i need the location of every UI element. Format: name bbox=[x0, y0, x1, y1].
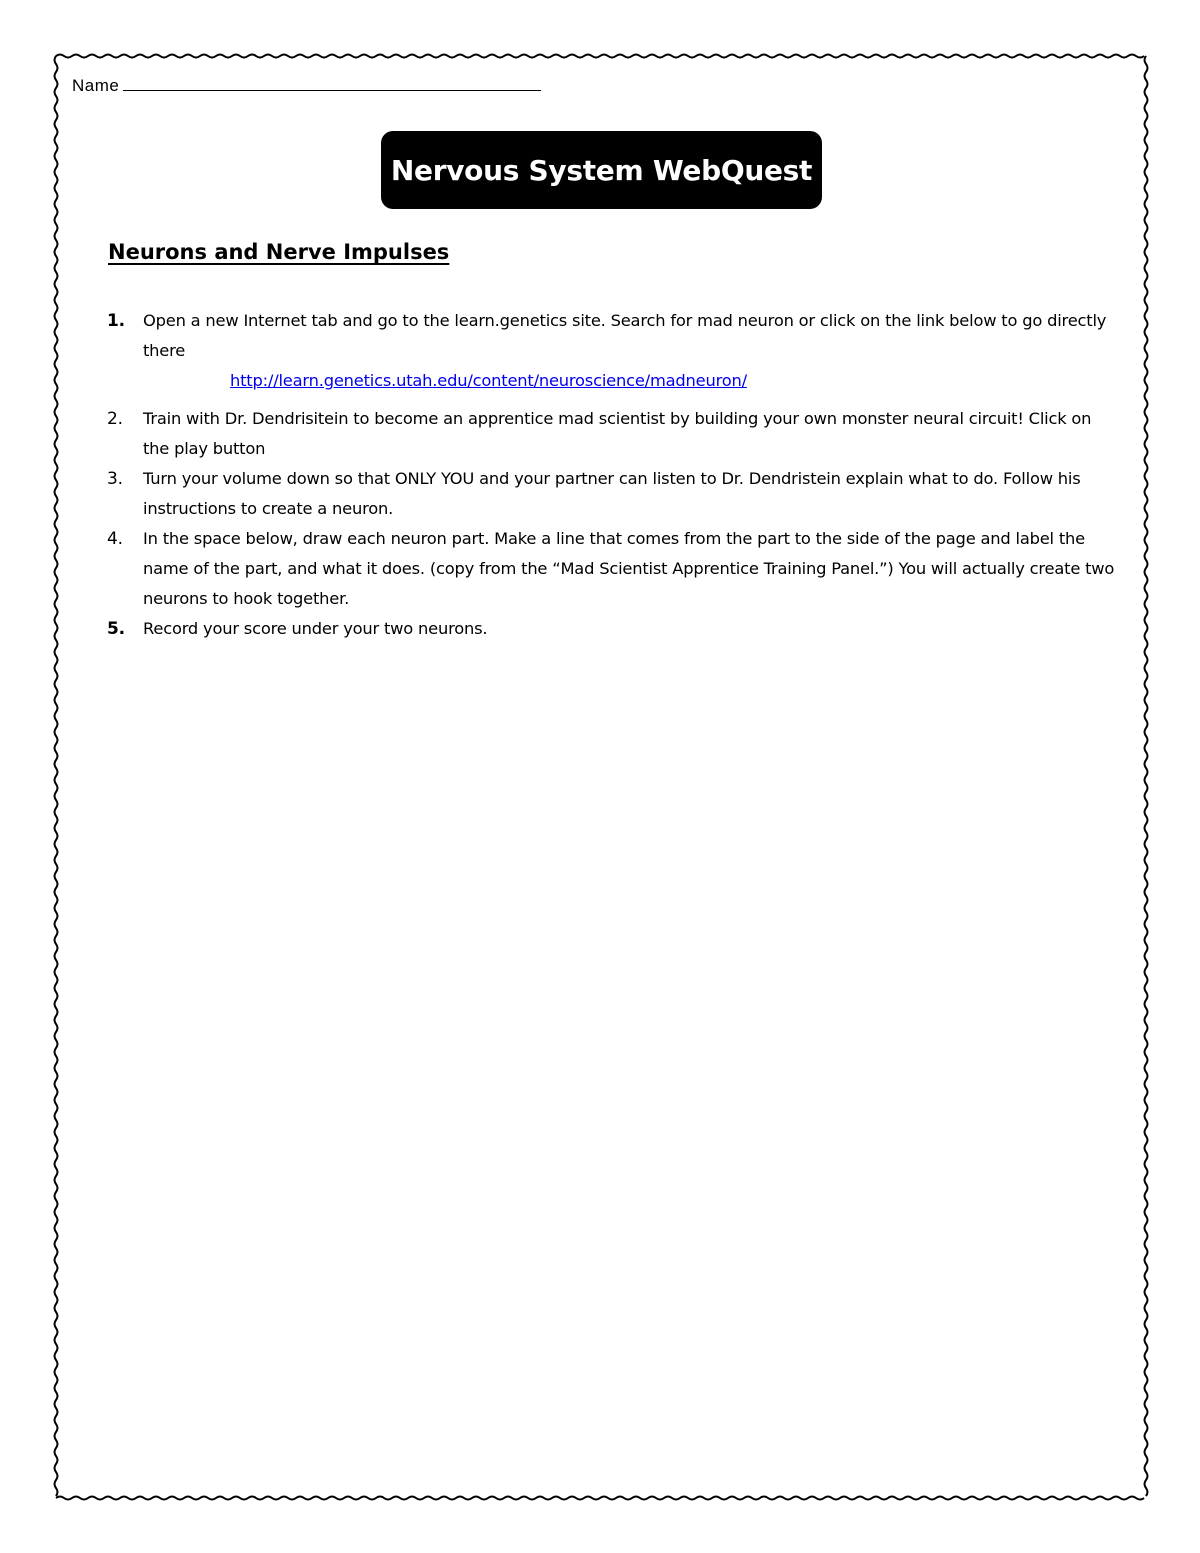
list-item bbox=[107, 524, 1117, 614]
border-edge bbox=[1145, 56, 1148, 1496]
name-label: Name bbox=[72, 76, 120, 95]
step-text: In the space below, draw each neuron part. Make a line that comes from the part to the side of the page and label the name of the part, and what it does. (copy from the “Mad Scientist Apprentice Training Panel.”) You will actually create two neurons to hook together. bbox=[143, 529, 1115, 608]
link-row bbox=[107, 366, 1117, 396]
step-number: 1. bbox=[107, 311, 125, 331]
page-title: Nervous System WebQuest bbox=[390, 153, 813, 187]
title-banner bbox=[381, 131, 822, 209]
section-heading: Neurons and Nerve Impulses bbox=[108, 240, 450, 264]
step-number: 3. bbox=[107, 469, 123, 489]
name-field[interactable] bbox=[72, 76, 541, 96]
border-edge bbox=[55, 56, 58, 1496]
step-text: Open a new Internet tab and go to the learn.genetics site. Search for mad neuron or click on the link below to go directly there bbox=[143, 311, 1107, 360]
border-edge bbox=[56, 55, 1144, 58]
madneuron-link[interactable]: http://learn.genetics.utah.edu/content/neuroscience/madneuron/ bbox=[230, 371, 747, 390]
list-item bbox=[107, 306, 1117, 366]
border-edge bbox=[56, 1497, 1144, 1500]
step-text: Record your score under your two neurons. bbox=[143, 619, 488, 638]
step-number: 4. bbox=[107, 529, 123, 549]
step-number: 5. bbox=[107, 619, 125, 639]
steps-list bbox=[107, 306, 1117, 644]
name-underline[interactable] bbox=[123, 76, 541, 91]
list-item bbox=[107, 614, 1117, 644]
step-text: Turn your volume down so that ONLY YOU and your partner can listen to Dr. Dendristein explain what to do. Follow his instructions to create a neuron. bbox=[143, 469, 1081, 518]
list-item bbox=[107, 404, 1117, 464]
step-text: Train with Dr. Dendrisitein to become an apprentice mad scientist by building your own monster neural circuit! Click on the play button bbox=[143, 409, 1092, 458]
list-item bbox=[107, 464, 1117, 524]
step-number: 2. bbox=[107, 409, 123, 429]
